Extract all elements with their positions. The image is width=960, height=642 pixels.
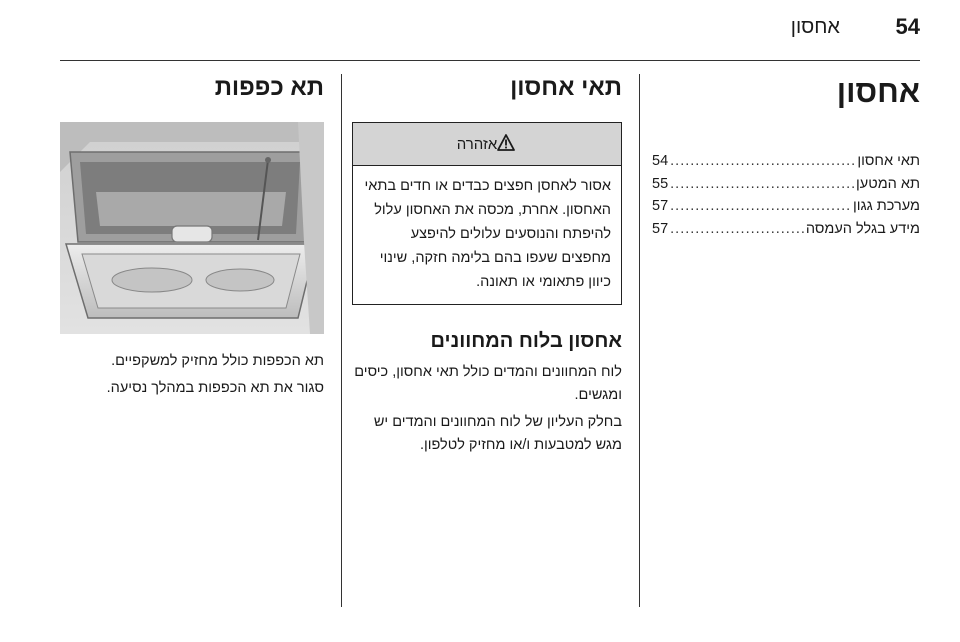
- chapter-title: אחסון: [790, 16, 840, 38]
- toc-item[interactable]: [652, 218, 920, 240]
- storage-title: אחסון: [836, 74, 920, 109]
- warning-label: אזהרה: [456, 135, 498, 153]
- toc-item-page: 57: [652, 220, 669, 237]
- toc-item-label: תא המטען: [856, 175, 920, 192]
- toc-item-label: מערכת גגון: [852, 198, 920, 214]
- warning-header: [353, 123, 621, 166]
- toc-leader: [670, 218, 804, 240]
- compartments-title: תאי אחסון: [510, 74, 622, 101]
- compartments-section: [352, 72, 622, 461]
- toc-item[interactable]: [652, 195, 920, 217]
- header-rule: [60, 60, 920, 61]
- column-divider-right: [639, 74, 640, 607]
- dashboard-storage-paragraph-2: בחלק העליון של לוח המחוונים והמדים יש מגש למטבעות ו/או מחזיק לטלפון.: [373, 414, 622, 453]
- page-number: 54: [895, 14, 920, 39]
- toc-item-label: מידע בגלל העמסה: [805, 220, 920, 237]
- toc-leader: [670, 173, 854, 195]
- warning-box: [352, 122, 622, 305]
- dashboard-storage-title: אחסון בלוח המחוונים: [430, 330, 622, 352]
- toc-item[interactable]: [652, 173, 920, 195]
- toc-leader: [670, 195, 851, 217]
- glovebox-photo: [60, 122, 324, 334]
- glovebox-paragraph-1: תא הכפפות כולל מחזיק למשקפיים.: [111, 353, 324, 369]
- glovebox-section: [60, 72, 324, 402]
- toc-item[interactable]: [652, 150, 920, 172]
- glovebox-title: תא כפפות: [214, 74, 324, 101]
- warning-triangle-icon: [497, 134, 515, 155]
- glovebox-paragraph-2: סגור את תא הכפפות במהלך נסיעה.: [106, 380, 324, 396]
- column-divider-left: [341, 74, 342, 607]
- page-header: [60, 0, 920, 60]
- warning-text: אסור לאחסן חפצים כבדים או חדים בתאי האחסון. אחרת, מכסה את האחסון עלול להיפתח והנוסעים עלולים להיפצע מחפצים שעפו בהם בלימה חזקה, שינוי כיוון פתאומי או תאונה.: [364, 178, 611, 290]
- toc-item-label: תאי אחסון: [857, 153, 920, 169]
- storage-section: [652, 72, 920, 240]
- toc-item-page: 54: [652, 153, 669, 169]
- toc-item-page: 55: [652, 175, 669, 192]
- toc-leader: [670, 150, 855, 172]
- dashboard-storage-paragraph-1: לוח המחוונים והמדים כולל תאי אחסון, כיסים ומגשים.: [354, 364, 622, 403]
- toc-item-page: 57: [652, 198, 669, 214]
- toc-list: [652, 150, 920, 240]
